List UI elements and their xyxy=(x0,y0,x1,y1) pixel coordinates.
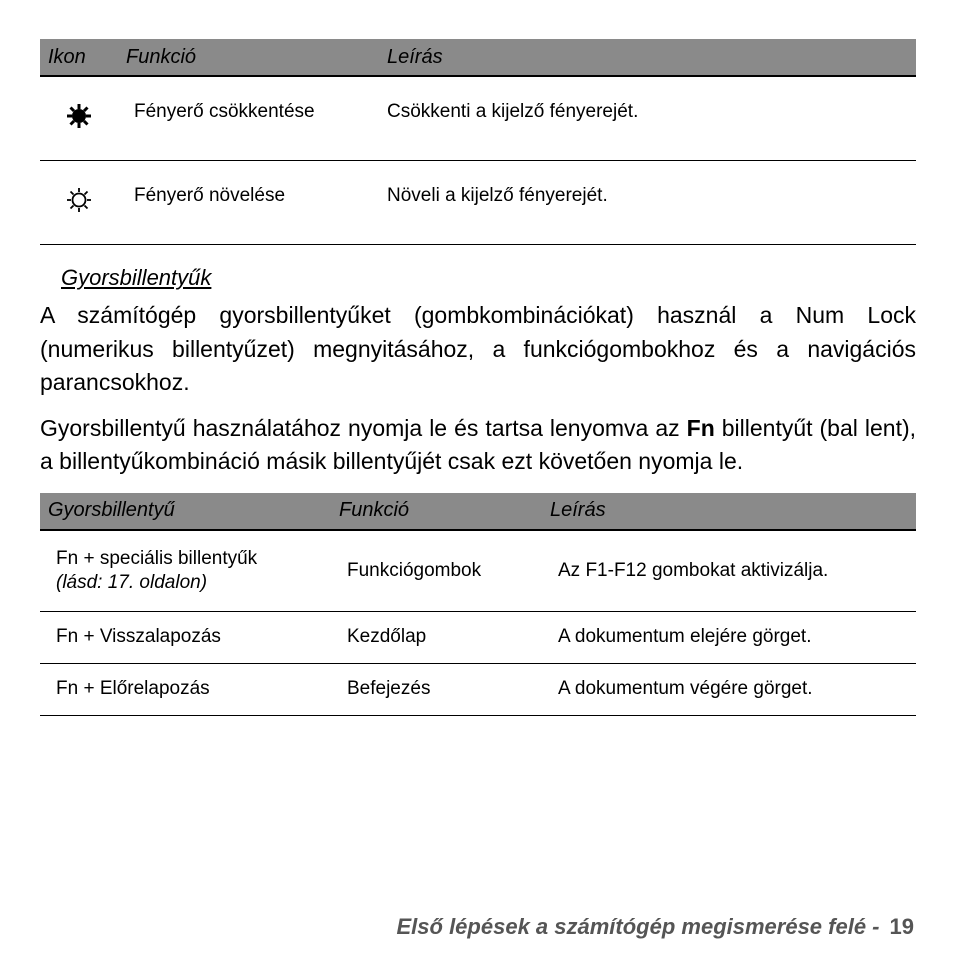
row-hotkey xyxy=(40,530,331,612)
row-description: Növeli a kijelző fényerejét. xyxy=(379,161,916,245)
row-function: Funkciógombok xyxy=(331,530,542,612)
brightness-down-icon xyxy=(64,101,94,131)
row-hotkey: Fn + Előrelapozás xyxy=(40,663,331,715)
row-function: Fényerő csökkentése xyxy=(118,76,379,161)
table-row xyxy=(40,530,916,612)
table-row xyxy=(40,161,916,245)
paragraph-usage xyxy=(40,412,916,479)
row-description: A dokumentum végére görget. xyxy=(542,663,916,715)
table-row xyxy=(40,611,916,663)
paragraph-intro: A számítógép gyorsbillentyűket (gombkombinációkat) használ a Num Lock (numerikus billentyűzet) megnyitásához, a funkciógombokhoz és a navigációs parancsokhoz. xyxy=(40,302,916,395)
fn-key-label: Fn xyxy=(686,414,715,441)
header-icon: Ikon xyxy=(40,39,118,76)
row-description: A dokumentum elejére görget. xyxy=(542,611,916,663)
page-content xyxy=(40,39,916,716)
header-description: Leírás xyxy=(379,39,916,76)
row-description: Az F1-F12 gombokat aktivizálja. xyxy=(542,530,916,612)
header-hotkey: Gyorsbillentyű xyxy=(40,493,331,530)
page-number: 19 xyxy=(889,914,914,939)
row-description: Csökkenti a kijelző fényerejét. xyxy=(379,76,916,161)
footer-text: Első lépések a számítógép megismerése felé - xyxy=(396,914,880,939)
section-title: Gyorsbillentyűk xyxy=(61,265,212,290)
brightness-table xyxy=(40,39,916,245)
table-row xyxy=(40,663,916,715)
brightness-up-icon xyxy=(64,185,94,215)
page-footer xyxy=(397,914,915,940)
table-row xyxy=(40,76,916,161)
hotkey-note: (lásd: 17. oldalon) xyxy=(56,571,208,593)
table-header-row xyxy=(40,493,916,530)
hotkey-label: Fn + speciális billentyűk xyxy=(56,547,258,569)
header-function: Funkció xyxy=(331,493,542,530)
row-function: Fényerő növelése xyxy=(118,161,379,245)
paragraph-usage-text-after: billentyűt (bal lent), a billentyűkombináció másik billentyűjét csak ezt követően nyomja le. xyxy=(40,414,917,474)
row-function: Kezdőlap xyxy=(331,611,542,663)
table-header-row xyxy=(40,39,916,76)
header-function: Funkció xyxy=(118,39,379,76)
hotkey-table xyxy=(40,493,916,716)
paragraph-usage-text-before: Gyorsbillentyű használatához nyomja le és tartsa lenyomva az xyxy=(40,414,687,441)
header-description: Leírás xyxy=(542,493,916,530)
row-function: Befejezés xyxy=(331,663,542,715)
row-hotkey: Fn + Visszalapozás xyxy=(40,611,331,663)
